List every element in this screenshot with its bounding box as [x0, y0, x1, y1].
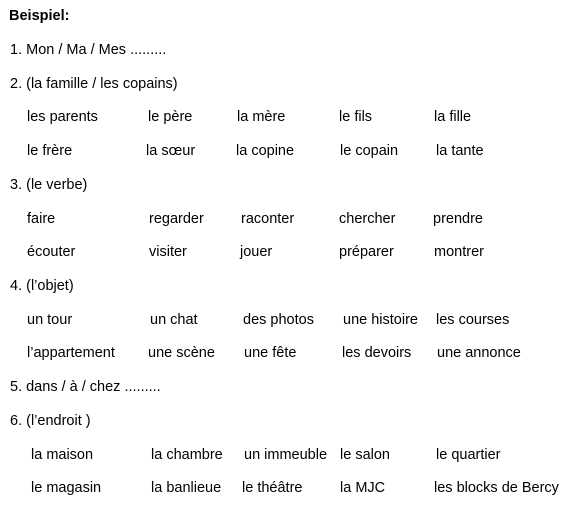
word-cell: le frère: [27, 143, 73, 159]
word-cell: un immeuble: [244, 447, 328, 463]
word-cell: des photos: [243, 312, 314, 328]
item-4-line: 4. (l’objet): [10, 278, 74, 294]
word-cell: le théâtre: [242, 480, 303, 496]
word-cell: les devoirs: [342, 345, 412, 361]
object-row-1: [0, 312, 572, 332]
word-cell: les courses: [436, 312, 510, 328]
word-cell: une histoire: [343, 312, 418, 328]
word-cell: jouer: [240, 244, 273, 260]
word-cell: le père: [148, 109, 193, 125]
item-6-line: 6. (l’endroit ): [10, 413, 91, 429]
word-cell: un tour: [27, 312, 73, 328]
word-cell: la fille: [434, 109, 472, 125]
word-cell: prendre: [433, 211, 483, 227]
word-cell: visiter: [149, 244, 187, 260]
object-row-2: [0, 345, 572, 365]
word-cell: une fête: [244, 345, 297, 361]
place-row-2: [0, 480, 572, 500]
word-cell: le magasin: [31, 480, 102, 496]
word-cell: regarder: [149, 211, 204, 227]
word-cell: les parents: [27, 109, 98, 125]
word-cell: les blocks de Bercy: [434, 480, 559, 496]
family-row-2: [0, 143, 572, 163]
word-cell: montrer: [434, 244, 484, 260]
word-cell: la maison: [31, 447, 94, 463]
word-cell: la sœur: [146, 143, 196, 159]
word-cell: le quartier: [436, 447, 501, 463]
word-cell: une scène: [148, 345, 215, 361]
word-cell: la mère: [237, 109, 286, 125]
word-cell: une annonce: [437, 345, 521, 361]
word-cell: raconter: [241, 211, 295, 227]
word-cell: le salon: [340, 447, 390, 463]
word-cell: un chat: [150, 312, 198, 328]
word-cell: préparer: [339, 244, 394, 260]
place-row-1: [0, 447, 572, 467]
verb-row-2: [0, 244, 572, 264]
item-1-line: 1. Mon / Ma / Mes .........: [10, 42, 167, 58]
word-cell: écouter: [27, 244, 76, 260]
word-cell: le copain: [340, 143, 399, 159]
word-cell: l’appartement: [27, 345, 115, 361]
word-cell: faire: [27, 211, 56, 227]
word-cell: la copine: [236, 143, 295, 159]
verb-row-1: [0, 211, 572, 231]
word-cell: chercher: [339, 211, 396, 227]
word-cell: la banlieue: [151, 480, 222, 496]
word-cell: la MJC: [340, 480, 386, 496]
family-row-1: [0, 109, 572, 129]
word-cell: la chambre: [151, 447, 223, 463]
item-2-line: 2. (la famille / les copains): [10, 76, 178, 92]
item-5-line: 5. dans / à / chez .........: [10, 379, 161, 395]
item-3-line: 3. (le verbe): [10, 177, 88, 193]
example-heading: Beispiel:: [9, 8, 70, 24]
word-cell: la tante: [436, 143, 484, 159]
word-cell: le fils: [339, 109, 373, 125]
